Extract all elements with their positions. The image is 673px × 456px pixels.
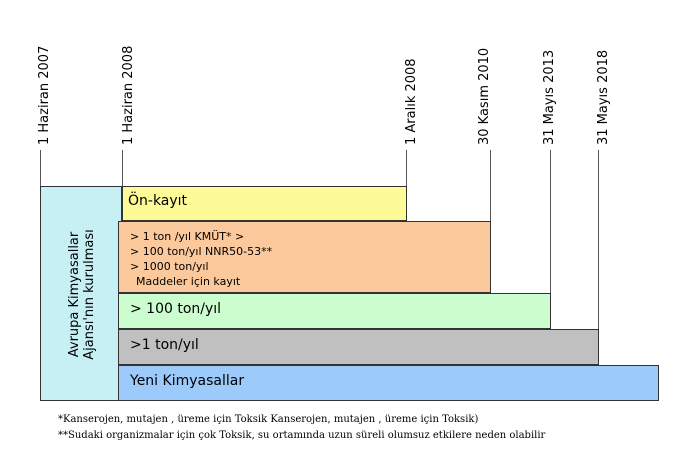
date-label-2008-12: 1 Aralık 2008: [404, 58, 419, 145]
agency-label-line1: Avrupa Kimyasallar: [67, 231, 82, 358]
registration-1000t-text: [130, 229, 272, 289]
preregistration-label: Ön-kayıt: [128, 193, 188, 209]
timeline-line-2010-11: [490, 150, 491, 222]
footnote-1: *Kanserojen, mutajen , üreme için Toksik Kanserojen, mutajen , üreme için Toksik): [58, 414, 479, 425]
registration-1t-label: >1 ton/yıl: [130, 337, 199, 353]
registration-line-1: > 1 ton /yıl KMÜT* >: [130, 230, 245, 243]
date-label-2018-05: 31 Mayıs 2018: [596, 49, 611, 145]
timeline-line-2007-06: [40, 150, 41, 186]
registration-line-4: Maddeler için kayıt: [136, 275, 241, 288]
timeline-line-2013-05: [550, 150, 551, 294]
agency-label-line2: Ajansı'nın kurulması: [82, 229, 97, 360]
registration-line-2: > 100 ton/yıl NNR50-53**: [130, 245, 273, 258]
footnote-2: **Sudaki organizmalar için çok Toksik, su ortamında uzun süreli olumsuz etkilere neden olabilir: [58, 430, 546, 441]
date-label-2013-05: 31 Mayıs 2013: [542, 49, 557, 145]
timeline-line-2008-12: [406, 150, 407, 186]
new-chemicals-label: Yeni Kimyasallar: [130, 373, 245, 389]
timeline-line-2008-06: [122, 150, 123, 186]
registration-line-3: > 1000 ton/yıl: [130, 260, 209, 273]
agency-label: [41, 187, 123, 402]
registration-100t-label: > 100 ton/yıl: [130, 301, 222, 317]
date-label-2008-06: 1 Haziran 2008: [121, 45, 136, 145]
agency-establishment-box: [40, 186, 122, 401]
date-label-2010-11: 30 Kasım 2010: [477, 47, 492, 145]
date-label-2007-06: 1 Haziran 2007: [37, 45, 52, 145]
